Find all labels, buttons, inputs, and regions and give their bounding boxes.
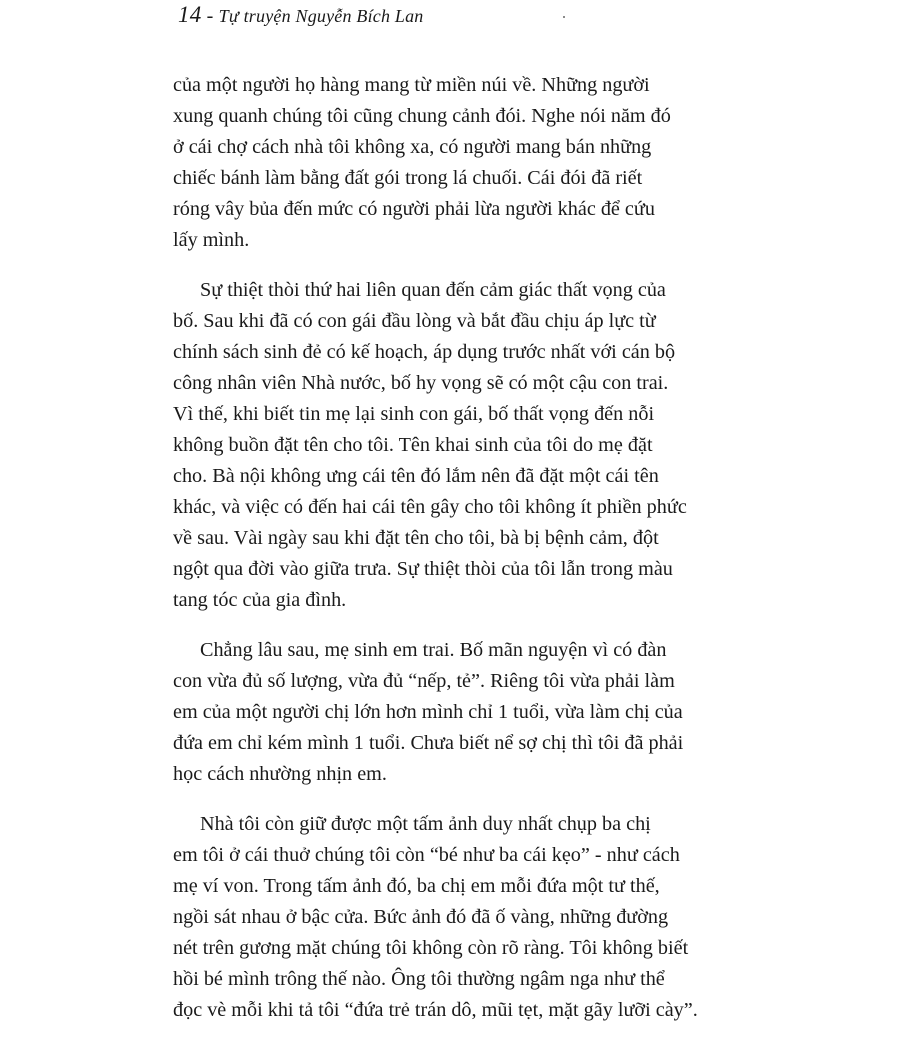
paragraph bbox=[173, 275, 733, 616]
running-header bbox=[178, 2, 423, 28]
text-line: lấy mình. bbox=[173, 229, 250, 251]
text-line: công nhân viên Nhà nước, bố hy vọng sẽ có một cậu con trai. bbox=[173, 372, 669, 394]
body-text bbox=[173, 70, 733, 1045]
text-line: xung quanh chúng tôi cũng chung cảnh đói. Nghe nói năm đó bbox=[173, 105, 671, 127]
text-line: khác, và việc có đến hai cái tên gây cho tôi không ít phiền phức bbox=[173, 496, 687, 518]
text-line: bố. Sau khi đã có con gái đầu lòng và bắt đầu chịu áp lực từ bbox=[173, 310, 656, 332]
text-line: đọc vè mỗi khi tả tôi “đứa trẻ trán dô, mũi tẹt, mặt gãy lưỡi cày”. bbox=[173, 999, 698, 1021]
text-line: ngột qua đời vào giữa trưa. Sự thiệt thòi của tôi lẫn trong màu bbox=[173, 558, 673, 580]
text-line: chính sách sinh đẻ có kế hoạch, áp dụng trước nhất với cán bộ bbox=[173, 341, 676, 363]
text-line: đứa em chỉ kém mình 1 tuổi. Chưa biết nể sợ chị thì tôi đã phải bbox=[173, 732, 684, 754]
text-line: không buồn đặt tên cho tôi. Tên khai sinh của tôi do mẹ đặt bbox=[173, 434, 653, 456]
header-separator: - bbox=[201, 5, 219, 27]
text-line: về sau. Vài ngày sau khi đặt tên cho tôi, bà bị bệnh cảm, đột bbox=[173, 527, 659, 549]
text-line: nét trên gương mặt chúng tôi không còn rõ ràng. Tôi không biết bbox=[173, 937, 689, 959]
text-line: ở cái chợ cách nhà tôi không xa, có người mang bán những bbox=[173, 136, 652, 158]
text-line: Chẳng lâu sau, mẹ sinh em trai. Bố mãn nguyện vì có đàn bbox=[200, 639, 667, 661]
page-number: 14 bbox=[178, 2, 202, 27]
print-speck bbox=[563, 16, 565, 18]
header-title: Tự truyện Nguyễn Bích Lan bbox=[218, 6, 424, 26]
text-line: tang tóc của gia đình. bbox=[173, 589, 347, 611]
text-line: róng vây bủa đến mức có người phải lừa người khác để cứu bbox=[173, 198, 655, 220]
text-line: con vừa đủ số lượng, vừa đủ “nếp, tẻ”. Riêng tôi vừa phải làm bbox=[173, 670, 675, 692]
text-line: em tôi ở cái thuở chúng tôi còn “bé như ba cái kẹo” - như cách bbox=[173, 844, 680, 866]
text-line: Vì thế, khi biết tin mẹ lại sinh con gái, bố thất vọng đến nỗi bbox=[173, 403, 655, 425]
paragraph bbox=[173, 809, 733, 1026]
text-line: Sự thiệt thòi thứ hai liên quan đến cảm giác thất vọng của bbox=[200, 279, 666, 301]
text-line: học cách nhường nhịn em. bbox=[173, 763, 387, 785]
text-line: ngồi sát nhau ở bậc cửa. Bức ảnh đó đã ố vàng, những đường bbox=[173, 906, 669, 928]
text-line: hồi bé mình trông thế nào. Ông tôi thường ngâm nga như thể bbox=[173, 968, 665, 990]
text-line: chiếc bánh làm bằng đất gói trong lá chuối. Cái đói đã riết bbox=[173, 167, 643, 189]
paragraph bbox=[173, 635, 733, 790]
text-line: mẹ ví von. Trong tấm ảnh đó, ba chị em mỗi đứa một tư thế, bbox=[173, 875, 660, 897]
text-line: Nhà tôi còn giữ được một tấm ảnh duy nhất chụp ba chị bbox=[200, 813, 651, 835]
text-line: của một người họ hàng mang từ miền núi về. Những người bbox=[173, 74, 650, 96]
text-line: cho. Bà nội không ưng cái tên đó lắm nên đã đặt một cái tên bbox=[173, 465, 659, 487]
text-line: em của một người chị lớn hơn mình chỉ 1 tuổi, vừa làm chị của bbox=[173, 701, 683, 723]
paragraph bbox=[173, 70, 733, 256]
